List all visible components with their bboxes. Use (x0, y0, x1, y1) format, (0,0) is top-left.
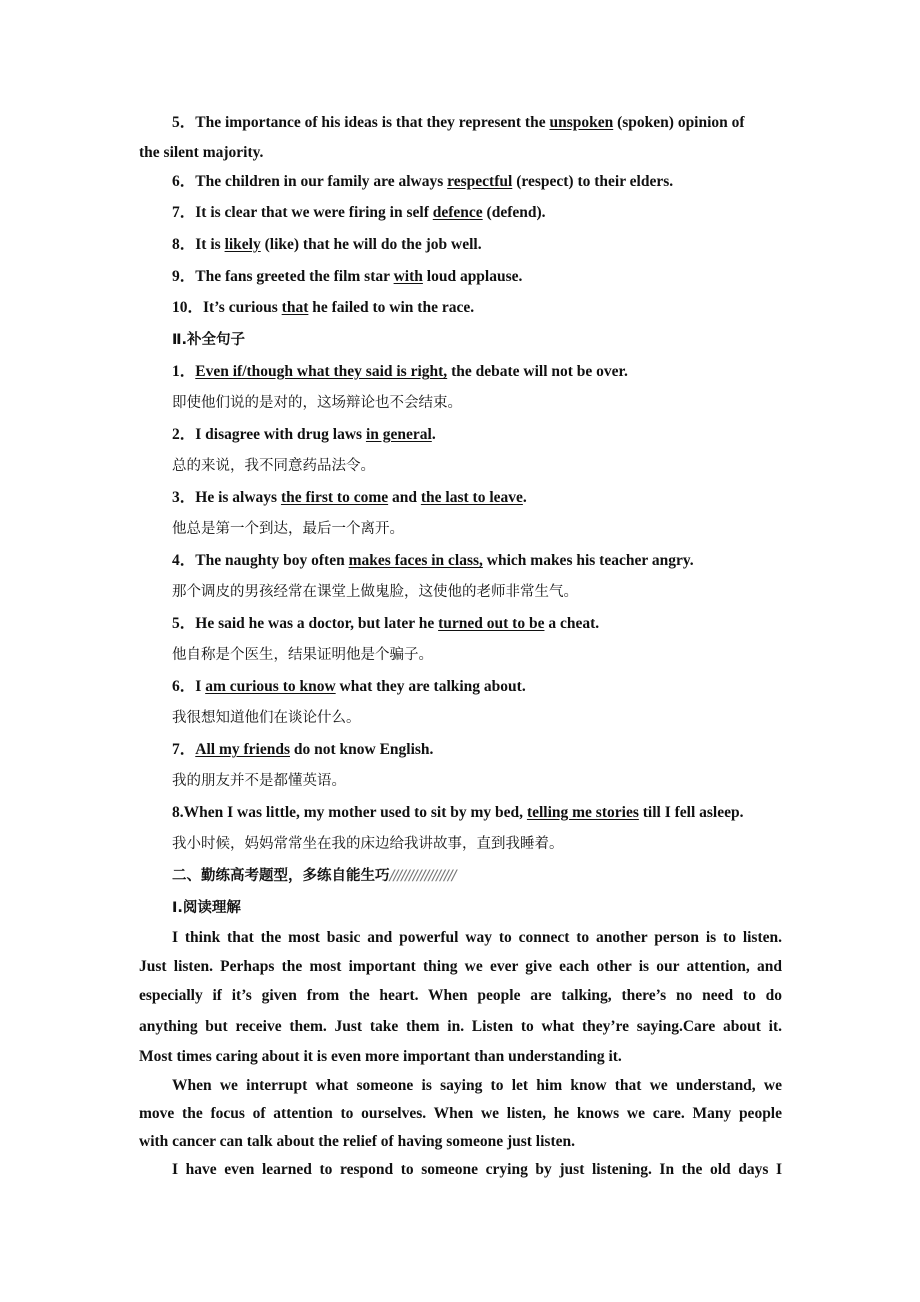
passage-line: Just listen. Perhaps the most important thing we ever give each other is our attention, and (139, 958, 782, 975)
answer-blank: All my friends (195, 741, 290, 758)
sentence-4-translation: 那个调皮的男孩经常在课堂上做鬼脸，这使他的老师非常生气。 (172, 584, 578, 600)
answer-blank: turned out to be (438, 615, 545, 632)
answer-blank: unspoken (549, 114, 614, 131)
sentence-2: 2．I disagree with drug laws in general. (172, 426, 436, 443)
sentence-2-translation: 总的来说，我不同意药品法令。 (172, 458, 375, 474)
passage-line: with cancer can talk about the relief of having someone just listen. (139, 1133, 575, 1150)
passage-line: anything but receive them. Just take them in. Listen to what they’re saying.Care about it. (139, 1018, 782, 1035)
item-10: 10．It’s curious that he failed to win the race. (172, 299, 475, 316)
sentence-3: 3．He is always the first to come and the last to leave. (172, 489, 527, 506)
passage-line: When we interrupt what someone is saying to let him know that we understand, we (172, 1077, 782, 1094)
answer-blank: the last to leave (420, 489, 523, 506)
answer-blank: the first to come (280, 489, 389, 506)
passage-line: especially if it’s given from the heart. When people are talking, there’s no need to do (139, 987, 782, 1004)
part-heading: 二、勤练高考题型，多练自能生巧///////////////// (172, 868, 456, 884)
item-6: 6．The children in our family are always respectful (respect) to their elders. (172, 173, 674, 190)
item-7: 7．It is clear that we were firing in self defence (defend). (172, 204, 546, 221)
sentence-4: 4．The naughty boy often makes faces in class, which makes his teacher angry. (172, 552, 694, 569)
sentence-1: 1．Even if/though what they said is right, the debate will not be over. (172, 363, 628, 380)
sentence-3-translation: 他总是第一个到达，最后一个离开。 (172, 521, 404, 537)
item-8: 8．It is likely (like) that he will do the job well. (172, 236, 482, 253)
sentence-6: 6．I am curious to know what they are talking about. (172, 678, 526, 695)
answer-blank: with (393, 268, 423, 285)
sentence-8: 8.When I was little, my mother used to sit by my bed, telling me stories till I fell asleep. (172, 804, 744, 821)
sentence-6-translation: 我很想知道他们在谈论什么。 (172, 710, 361, 726)
answer-blank: defence (432, 204, 483, 221)
answer-blank: am curious to know (205, 678, 336, 695)
sentence-5: 5．He said he was a doctor, but later he turned out to be a cheat. (172, 615, 600, 632)
passage-line: Most times caring about it is even more important than understanding it. (139, 1048, 622, 1065)
item-5: 5．The importance of his ideas is that they represent the unspoken (spoken) opinion of (172, 114, 745, 131)
reading-heading: Ⅰ.阅读理解 (172, 900, 241, 916)
sentence-8-translation: 我小时候，妈妈常常坐在我的床边给我讲故事，直到我睡着。 (172, 836, 564, 852)
sentence-1-translation: 即使他们说的是对的，这场辩论也不会结束。 (172, 395, 462, 411)
answer-blank: that (281, 299, 309, 316)
passage-line: I think that the most basic and powerful way to connect to another person is to listen. (172, 929, 782, 946)
answer-blank: makes faces in class, (348, 552, 483, 569)
answer-blank: respectful (447, 173, 513, 190)
passage-line: I have even learned to respond to someone crying by just listening. In the old days I (172, 1161, 782, 1178)
decorative-slashes: ///////////////// (389, 868, 456, 884)
answer-blank: likely (224, 236, 261, 253)
answer-blank: Even if/though what they said is right, (195, 363, 448, 380)
sentence-5-translation: 他自称是个医生，结果证明他是个骗子。 (172, 647, 433, 663)
sentence-7: 7．All my friends do not know English. (172, 741, 434, 758)
sentence-7-translation: 我的朋友并不是都懂英语。 (172, 773, 346, 789)
answer-blank: telling me stories (526, 804, 639, 821)
item-9: 9．The fans greeted the film star with loud applause. (172, 268, 523, 285)
section-heading: Ⅱ.补全句子 (172, 332, 246, 348)
passage-line: move the focus of attention to ourselves. When we listen, he knows we care. Many people (139, 1105, 782, 1122)
answer-blank: in general (365, 426, 432, 443)
item-5-cont: the silent majority. (139, 144, 264, 161)
